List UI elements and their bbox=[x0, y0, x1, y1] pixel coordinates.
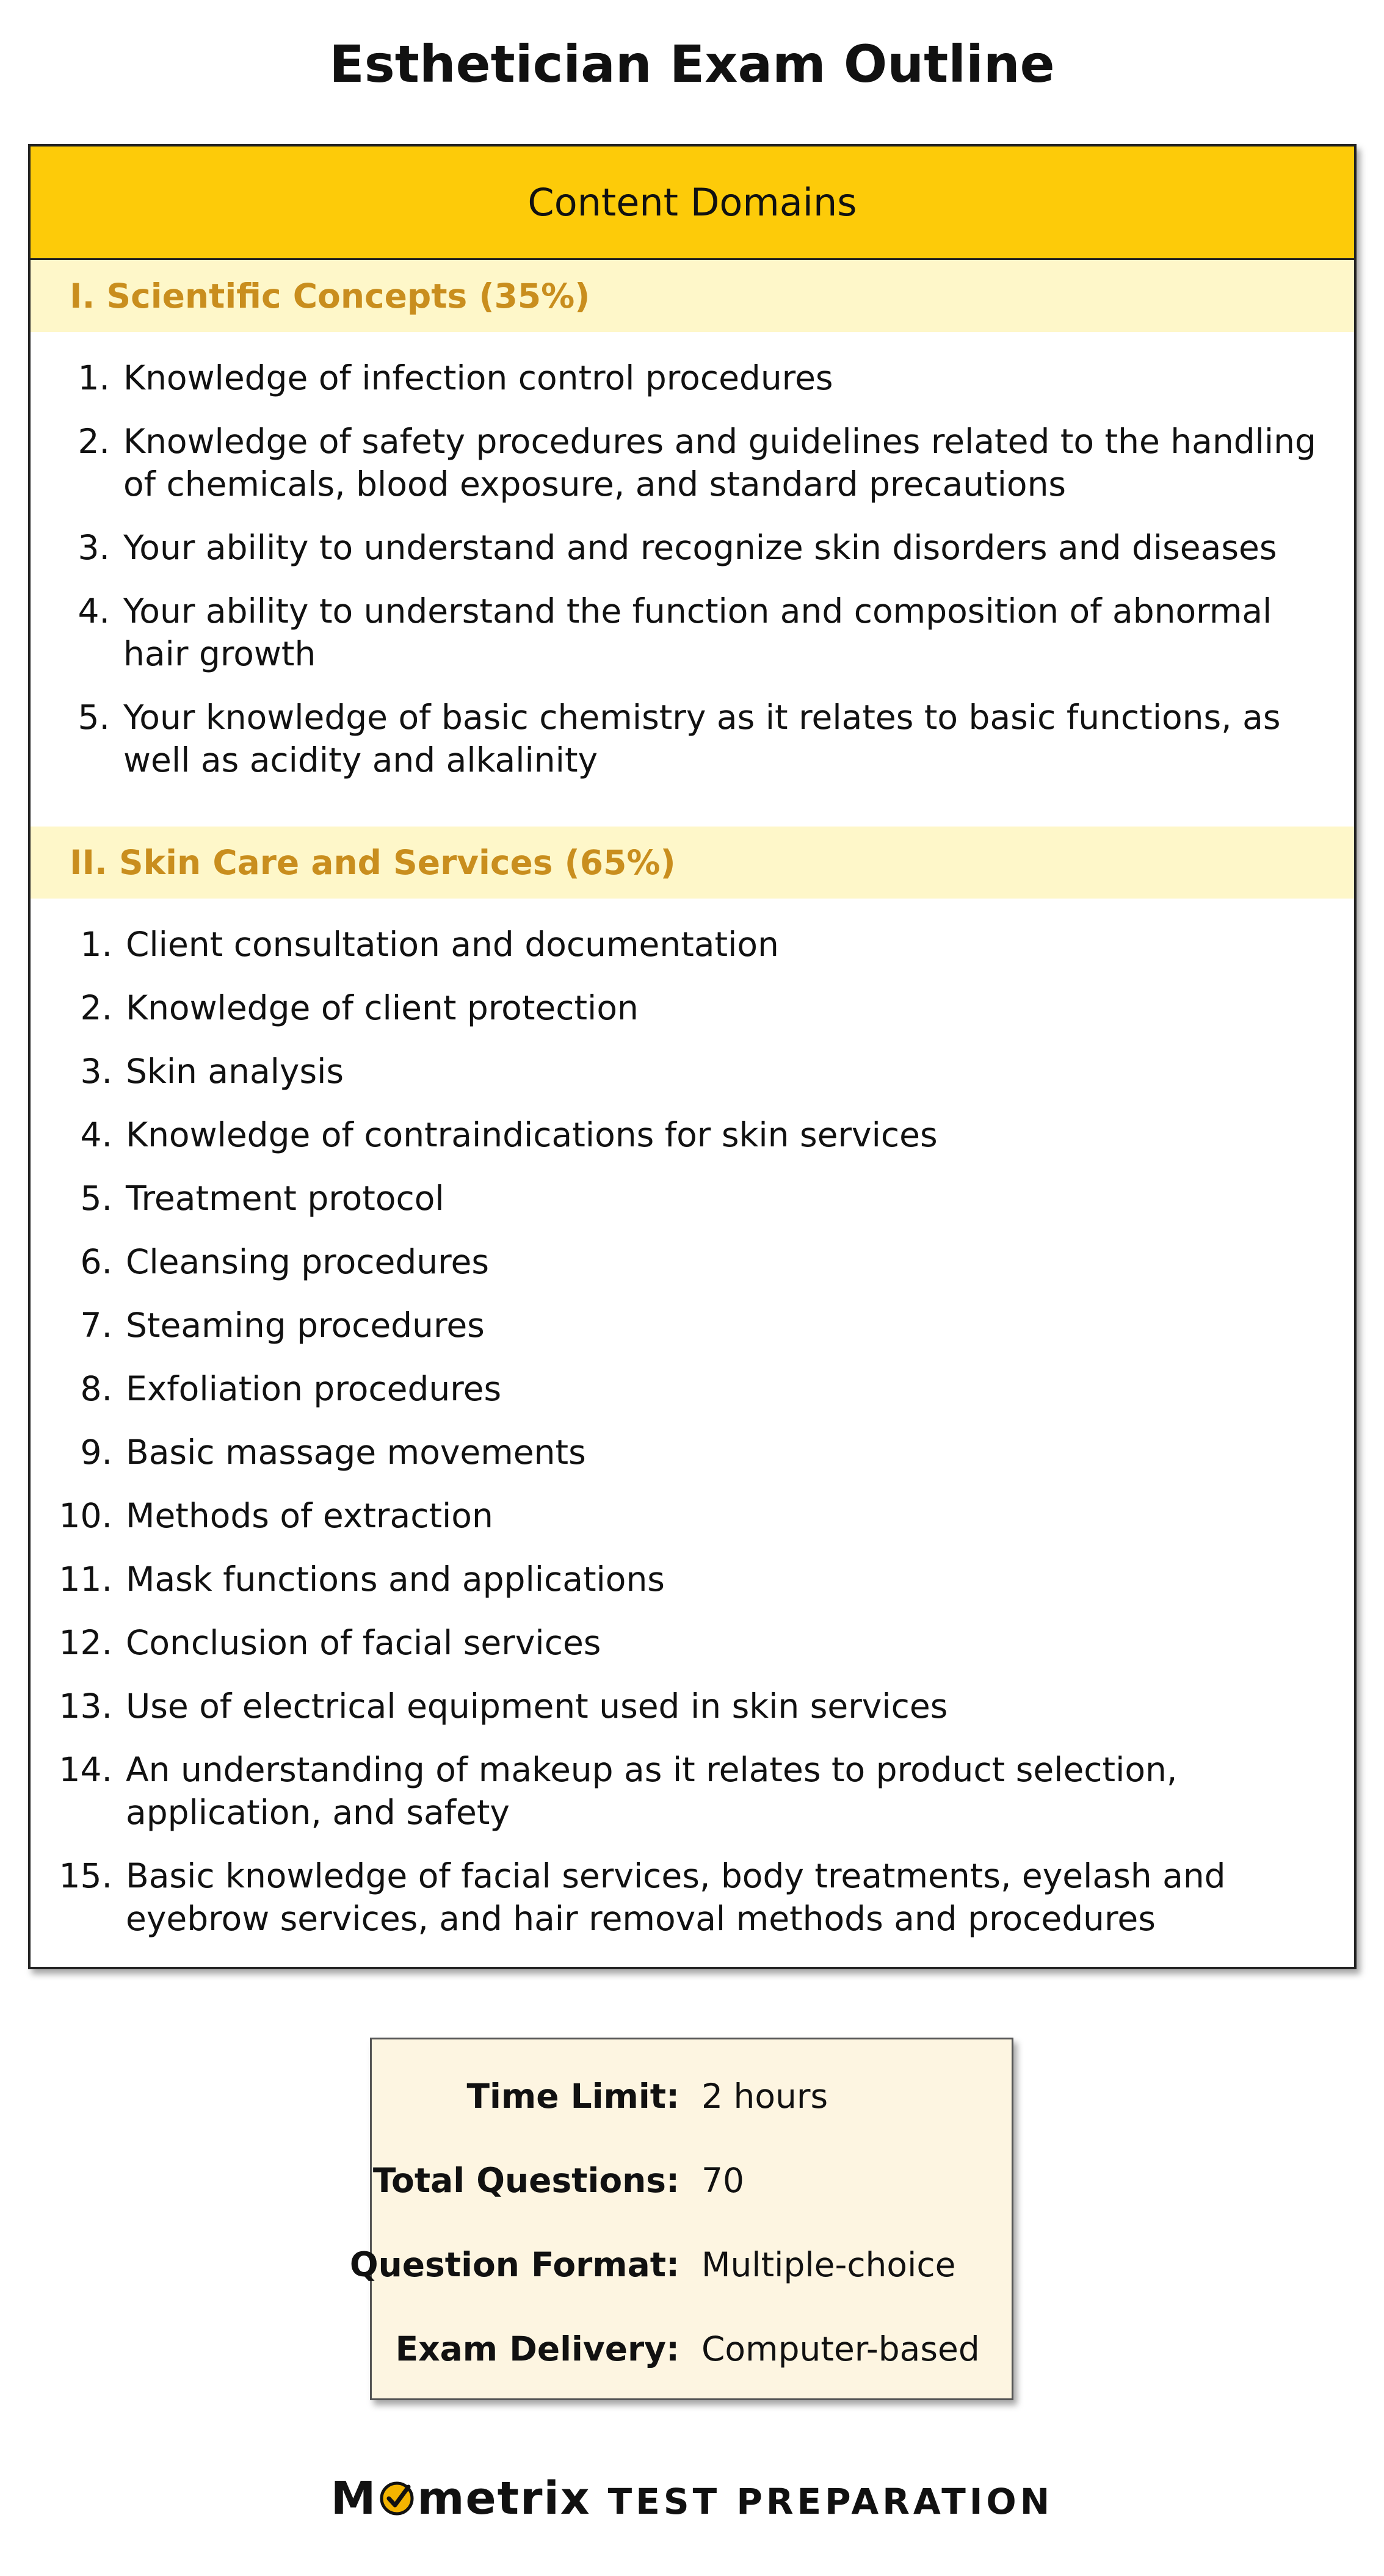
item-number: 8. bbox=[80, 1369, 112, 1408]
item-text: Treatment protocol bbox=[126, 1179, 444, 1218]
list-item bbox=[31, 1748, 1354, 1834]
list-item bbox=[31, 1685, 1354, 1728]
item-text: Knowledge of contraindications for skin services bbox=[126, 1115, 938, 1154]
list-item bbox=[31, 1854, 1354, 1940]
section-heading-skin-care-services: II. Skin Care and Services (65%) bbox=[31, 827, 1354, 899]
item-number: 5. bbox=[78, 698, 110, 737]
exam-info-box bbox=[349, 2038, 1013, 2400]
exam-outline-box bbox=[28, 144, 1357, 1969]
info-label: Exam Delivery: bbox=[395, 2329, 679, 2368]
item-text: Basic massage movements bbox=[126, 1433, 586, 1472]
list-item bbox=[31, 1367, 1354, 1410]
list-item bbox=[31, 1304, 1354, 1347]
item-text: Steaming procedures bbox=[126, 1306, 485, 1345]
content-domains-header: Content Domains bbox=[31, 147, 1354, 260]
list-item bbox=[31, 526, 1354, 569]
item-number: 2. bbox=[78, 422, 110, 461]
item-number: 13. bbox=[59, 1687, 112, 1726]
item-text: Knowledge of safety procedures and guidelines related to the handling of chemicals, blood exposure, and standard precautions bbox=[123, 422, 1316, 504]
item-number: 1. bbox=[78, 358, 110, 397]
brand-name-part2: metrix bbox=[417, 2472, 591, 2525]
item-text: Exfoliation procedures bbox=[126, 1369, 502, 1408]
info-row-exam-delivery bbox=[372, 2328, 1012, 2370]
item-number: 12. bbox=[59, 1623, 112, 1662]
list-item bbox=[31, 986, 1354, 1029]
item-number: 15. bbox=[59, 1856, 112, 1895]
list-item bbox=[31, 356, 1354, 399]
item-text: Knowledge of infection control procedures bbox=[123, 358, 833, 397]
item-number: 3. bbox=[78, 528, 110, 567]
info-label: Question Format: bbox=[349, 2245, 679, 2284]
list-item bbox=[31, 1240, 1354, 1283]
info-value: 2 hours bbox=[701, 2077, 828, 2116]
brand-tagline: TEST PREPARATION bbox=[607, 2481, 1054, 2522]
item-text: Methods of extraction bbox=[126, 1496, 493, 1535]
checkmark-circle-icon bbox=[378, 2478, 416, 2516]
item-number: 3. bbox=[80, 1052, 112, 1091]
item-number: 4. bbox=[80, 1115, 112, 1154]
list-item bbox=[31, 1050, 1354, 1093]
page-title: Esthetician Exam Outline bbox=[329, 34, 1055, 94]
item-text: Basic knowledge of facial services, body treatments, eyelash and eyebrow services, and hair removal methods and procedures bbox=[126, 1856, 1226, 1938]
item-number: 10. bbox=[59, 1496, 112, 1535]
item-text: Client consultation and documentation bbox=[126, 925, 779, 964]
item-text: Mask functions and applications bbox=[126, 1560, 665, 1599]
item-text: Your ability to understand the function and composition of abnormal hair growth bbox=[123, 592, 1272, 673]
info-value: 70 bbox=[701, 2161, 744, 2200]
mometrix-logo bbox=[0, 2472, 1384, 2525]
item-number: 2. bbox=[80, 988, 112, 1027]
item-text: Use of electrical equipment used in skin services bbox=[126, 1687, 948, 1726]
list-item bbox=[31, 420, 1354, 505]
list-item bbox=[31, 1431, 1354, 1474]
item-text: Knowledge of client protection bbox=[126, 988, 639, 1027]
brand-name bbox=[331, 2472, 591, 2525]
list-item bbox=[31, 1494, 1354, 1537]
item-number: 4. bbox=[78, 592, 110, 631]
item-text: Cleansing procedures bbox=[126, 1242, 489, 1281]
item-number: 1. bbox=[80, 925, 112, 964]
list-item bbox=[31, 1177, 1354, 1220]
info-value: Computer-based bbox=[701, 2329, 980, 2368]
section-heading-scientific-concepts: I. Scientific Concepts (35%) bbox=[31, 260, 1354, 332]
item-text: Skin analysis bbox=[126, 1052, 344, 1091]
list-item bbox=[31, 1558, 1354, 1601]
item-text: Your ability to understand and recognize skin disorders and diseases bbox=[123, 528, 1277, 567]
item-number: 5. bbox=[80, 1179, 112, 1218]
info-row-time-limit bbox=[372, 2075, 1012, 2118]
brand-name-part1: M bbox=[330, 2472, 377, 2525]
item-number: 7. bbox=[80, 1306, 112, 1345]
info-label: Time Limit: bbox=[466, 2077, 679, 2116]
info-label: Total Questions: bbox=[372, 2161, 679, 2200]
item-text: Conclusion of facial services bbox=[126, 1623, 601, 1662]
list-item bbox=[31, 1113, 1354, 1156]
item-number: 9. bbox=[80, 1433, 112, 1472]
info-value: Multiple-choice bbox=[701, 2245, 956, 2284]
list-item bbox=[31, 590, 1354, 675]
info-row-total-questions bbox=[372, 2159, 1012, 2202]
item-text: Your knowledge of basic chemistry as it relates to basic functions, as well as acidity and alkalinity bbox=[123, 698, 1281, 780]
list-item bbox=[31, 696, 1354, 781]
list-item bbox=[31, 1621, 1354, 1664]
skin-care-services-list bbox=[31, 899, 1354, 1940]
item-number: 6. bbox=[80, 1242, 112, 1281]
item-text: An understanding of makeup as it relates to product selection, application, and safety bbox=[126, 1750, 1178, 1832]
info-row-question-format bbox=[349, 2243, 1012, 2286]
item-number: 11. bbox=[59, 1560, 112, 1599]
item-number: 14. bbox=[59, 1750, 112, 1789]
scientific-concepts-list bbox=[31, 332, 1354, 827]
list-item bbox=[31, 923, 1354, 966]
